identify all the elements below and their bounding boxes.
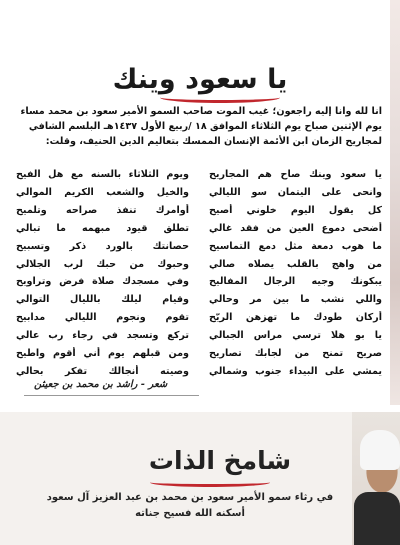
verse: واللي نشب ما بين مر وحالي: [209, 294, 382, 306]
portrait-photo: [352, 412, 400, 545]
section2-title: شامخ الذات: [148, 445, 292, 475]
caption-line: في رثاء سمو الأمير سعود بن محمد بن عبد العزيز آل سعود: [46, 492, 334, 503]
verse: تركع وتسجد في رجاء رب عالي: [16, 330, 189, 342]
verse: كل يقول اليوم خلوني أصيح: [209, 204, 382, 216]
verse: يبكونك وجيه الرجال المفاليح: [209, 276, 382, 288]
verse: وقيام ليلك بالليال التوالي: [16, 294, 189, 306]
intro-line: يوم الإثنين صباح يوم الثلاثاء الموافق ١٨ /ربيع الأول ١٤٣٧هـ البلسم الشافي: [28, 121, 382, 132]
intro-line: لمجاريح الزمان ابن الأئمة الإنسان الممسك بتعاليم الدين الحنيف، وقلت:: [45, 136, 382, 147]
verse: يمشي على البيداء جنوب وشمالي: [209, 365, 382, 377]
caption-line: أسكنه الله فسيح جناته: [135, 508, 245, 519]
section2-underline-swoosh: [150, 478, 270, 487]
verse: ما هوب دمعة مثل دمع التماسيح: [209, 240, 382, 252]
verse: وصيته أنجالك تفكر بحالي: [16, 365, 189, 377]
poet-signature: شعر - راشد بن محمد بن جعيثن: [34, 379, 168, 390]
verse: يا سعود وينك صاح هم المجاريح: [209, 169, 382, 180]
signature-rule: [24, 395, 199, 396]
intro-line: انا لله وانا إليه راجعون؛ غيب الموت صاحب السمو الأمير سعود بن محمد مساء: [20, 106, 382, 117]
section2-title-wrap: [120, 440, 320, 480]
poem-column-right: [209, 168, 382, 378]
verse: من واهج بالقلب يصلاه صالي: [209, 258, 382, 270]
verse: والخيل والشعب الكريم الموالي: [16, 186, 189, 198]
poem: [16, 168, 382, 378]
article-intro: [18, 104, 382, 149]
title-underline-swoosh: [160, 92, 280, 103]
verse: تقوم ونجوم الليالي مدابيح: [16, 312, 189, 324]
section2-caption: [40, 490, 340, 522]
verse: صريح تمنح من لجابك تصاريح: [209, 348, 382, 360]
article-title: يا سعود وينك: [112, 63, 288, 95]
verse: وحبوك من حبك لرب الجلالي: [16, 258, 189, 270]
verse: وفي مسجدك صلاة فرض وتراويح: [16, 276, 189, 288]
portrait-headdress: [360, 430, 400, 470]
poem-column-left: [16, 168, 189, 378]
verse: أوامرك تنفذ صراحه وتلميح: [16, 204, 189, 216]
verse: أضحى دموع العين من فقد غالي: [209, 222, 382, 234]
verse: تطلق قيود مبهمه ما تبالي: [16, 222, 189, 234]
verse: أركان طودك ما تهزهن الريّح: [209, 312, 382, 324]
verse: ويوم الثلاثاء بالسنه مع هل الفيح: [16, 169, 189, 180]
verse: حصانتك بالورد ذكر وتسبيح: [16, 240, 189, 252]
portrait-cloak: [354, 492, 400, 545]
verse: ومن قبلهم يوم أني أقوم واطيح: [16, 348, 189, 360]
edge-photo: [390, 0, 400, 405]
verse: وانحى على اليتمان سو الليالي: [209, 186, 382, 198]
verse: يا بو هلا ترسي مراس الجبالي: [209, 330, 382, 342]
